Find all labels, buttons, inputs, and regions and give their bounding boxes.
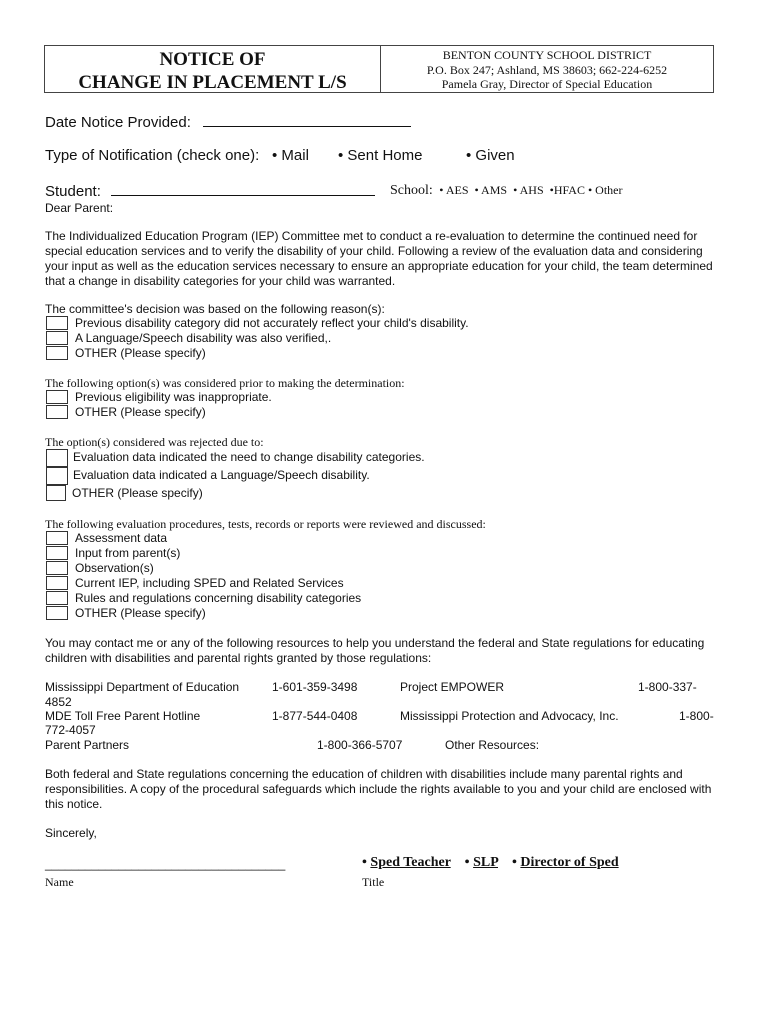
sincerely: Sincerely, xyxy=(45,826,97,840)
resource-5-phone: 1-800-366-5707 xyxy=(317,738,403,752)
title-line-2: CHANGE IN PLACEMENT L/S xyxy=(78,72,347,93)
school-label: School: xyxy=(390,183,433,198)
rejected-label-1: Evaluation data indicated the need to change disability categories. xyxy=(73,450,425,464)
reason-checkbox-3[interactable] xyxy=(46,346,68,360)
notice-title xyxy=(45,46,381,92)
reasons-title: The committee's decision was based on the following reason(s): xyxy=(45,302,385,316)
district-director: Pamela Gray, Director of Special Education xyxy=(441,77,653,91)
closing-paragraph: Both federal and State regulations concerning the education of children with disabilities include many parental rights and responsibilities. A copy of the procedural safeguards which include the rights available to you and your child are enclosed with this notice. xyxy=(45,767,712,811)
eval-checkbox-1[interactable] xyxy=(46,531,68,545)
eval-checkbox-3[interactable] xyxy=(46,561,68,575)
eval-label-1: Assessment data xyxy=(75,531,168,545)
resource-4-phone-b: 772-4057 xyxy=(45,723,96,737)
notification-option-sent-home[interactable]: • Sent Home xyxy=(338,147,423,164)
date-notice-field[interactable] xyxy=(203,113,411,127)
eval-label-6: OTHER (Please specify) xyxy=(75,606,206,620)
title-option-sped-teacher[interactable]: • Sped Teacher xyxy=(362,855,451,870)
reason-checkbox-2[interactable] xyxy=(46,331,68,345)
rejected-checkbox-1[interactable] xyxy=(46,449,68,467)
title-label: Title xyxy=(362,875,385,889)
option-label-1: Previous eligibility was inappropriate. xyxy=(75,390,272,404)
reason-label-3: OTHER (Please specify) xyxy=(75,346,206,360)
eval-label-5: Rules and regulations concerning disability categories xyxy=(75,591,362,605)
reason-label-1: Previous disability category did not accurately reflect your child's disability. xyxy=(75,316,469,330)
evaluation-title: The following evaluation procedures, tests, records or reports were reviewed and discussed: xyxy=(45,517,486,531)
reason-checkbox-1[interactable] xyxy=(46,316,68,330)
header-box xyxy=(44,45,714,93)
date-notice-row xyxy=(45,113,411,131)
eval-label-4: Current IEP, including SPED and Related Services xyxy=(75,576,344,590)
notification-option-given[interactable]: • Given xyxy=(466,147,515,164)
rejected-title: The option(s) considered was rejected due to: xyxy=(45,435,264,449)
eval-checkbox-4[interactable] xyxy=(46,576,68,590)
resource-3-name: MDE Toll Free Parent Hotline xyxy=(45,709,201,723)
district-address: P.O. Box 247; Ashland, MS 38603; 662-224-6252 xyxy=(426,62,668,77)
notification-label: Type of Notification (check one): xyxy=(45,147,260,164)
eval-checkbox-5[interactable] xyxy=(46,591,68,605)
school-other[interactable]: Other xyxy=(595,183,623,197)
rejected-label-2: Evaluation data indicated a Language/Speech disability. xyxy=(73,468,370,482)
eval-checkbox-6[interactable] xyxy=(46,606,68,620)
student-label: Student: xyxy=(45,183,101,200)
resource-3-phone: 1-877-544-0408 xyxy=(272,709,358,723)
date-notice-label: Date Notice Provided: xyxy=(45,114,191,131)
rejected-label-3: OTHER (Please specify) xyxy=(72,486,203,500)
resource-4-phone-a: 1-800- xyxy=(679,709,714,723)
title-line-1: NOTICE OF xyxy=(159,49,266,70)
notification-option-mail[interactable]: • Mail xyxy=(272,147,309,164)
title-options xyxy=(362,855,619,871)
options-considered-title: The following option(s) was considered prior to making the determination: xyxy=(45,376,405,390)
resource-4-name: Mississippi Protection and Advocacy, Inc. xyxy=(400,709,619,723)
greeting: Dear Parent: xyxy=(45,201,114,215)
school-hfac[interactable]: HFAC xyxy=(553,183,585,197)
option-label-2: OTHER (Please specify) xyxy=(75,405,206,419)
resource-1-phone: 1-601-359-3498 xyxy=(272,680,358,694)
school-ahs[interactable]: AHS xyxy=(519,183,544,197)
eval-checkbox-2[interactable] xyxy=(46,546,68,560)
eval-label-3: Observation(s) xyxy=(75,561,154,575)
district-name: BENTON COUNTY SCHOOL DISTRICT xyxy=(442,48,652,62)
student-field[interactable] xyxy=(111,182,375,196)
contact-intro: You may contact me or any of the following resources to help you understand the federal and State regulations for educating children with disabilities and parental rights granted by those regulations: xyxy=(45,636,705,665)
name-label: Name xyxy=(45,875,74,889)
resource-2-phone-a: 1-800-337- xyxy=(638,680,697,694)
intro-paragraph: The Individualized Education Program (IEP) Committee met to conduct a re-evaluation to determine the continued need for special education services and to verify the disability of your child. Following a review of the evaluation data and considering your input as well as the education services necessary to ensure an appropriate education for your child, the team determined that a change in disability categories for your child was warranted. xyxy=(45,229,713,288)
resource-5-name: Parent Partners xyxy=(45,738,130,752)
resource-1-name: Mississippi Department of Education xyxy=(45,680,240,694)
option-checkbox-1[interactable] xyxy=(46,390,68,404)
school-row: School: • AES • AMS • AHS •HFAC • Other xyxy=(390,183,623,198)
school-aes[interactable]: AES xyxy=(445,183,469,197)
title-option-slp[interactable]: • SLP xyxy=(464,855,498,870)
signature-line[interactable]: ____________________________________ xyxy=(45,857,286,871)
resource-6-name: Other Resources: xyxy=(445,738,540,752)
option-checkbox-2[interactable] xyxy=(46,405,68,419)
resource-2-phone-b: 4852 xyxy=(45,695,72,709)
rejected-checkbox-3[interactable] xyxy=(46,485,66,501)
district-info xyxy=(381,46,713,94)
eval-label-2: Input from parent(s) xyxy=(75,546,181,560)
rejected-checkbox-2[interactable] xyxy=(46,467,68,485)
resource-2-name: Project EMPOWER xyxy=(400,680,505,694)
student-row xyxy=(45,182,375,200)
title-option-director[interactable]: • Director of Sped xyxy=(511,855,619,870)
school-ams[interactable]: AMS xyxy=(481,183,508,197)
reason-label-2: A Language/Speech disability was also verified,. xyxy=(75,331,332,345)
